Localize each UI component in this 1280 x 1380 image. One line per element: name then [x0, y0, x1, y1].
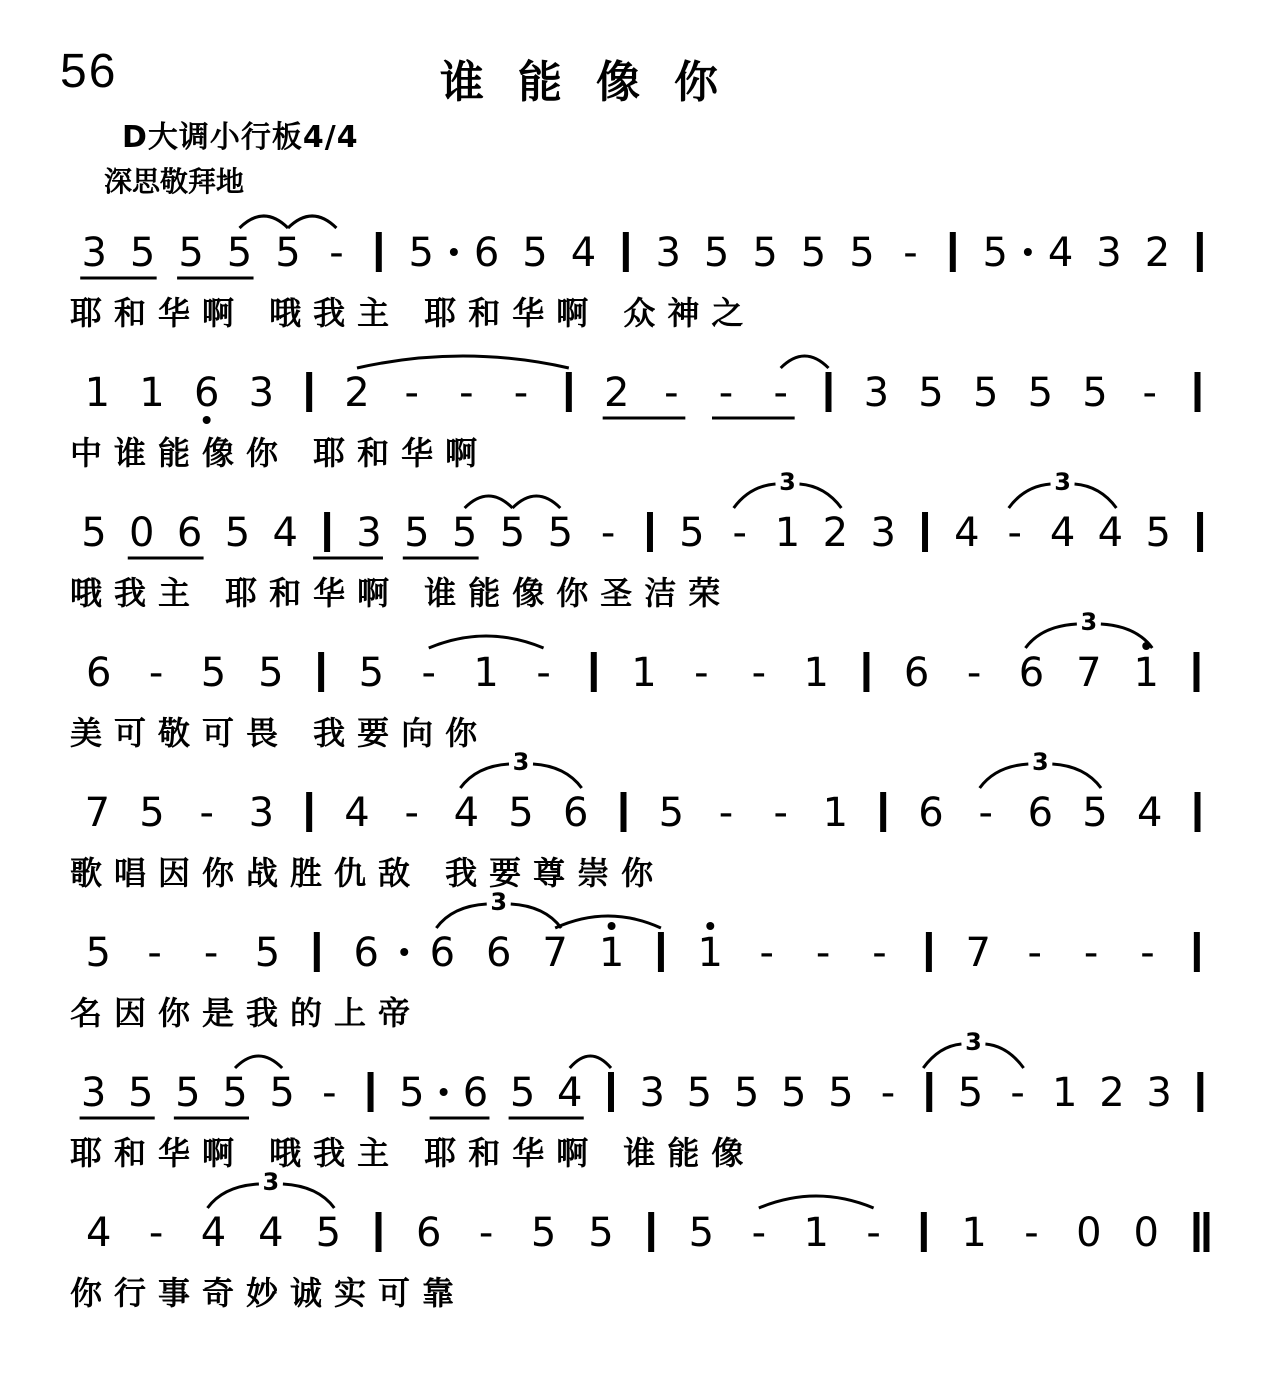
dash-hold: - [773, 790, 788, 836]
dash-hold: - [199, 790, 214, 836]
notes-staff [0, 212, 1280, 296]
note-digit: 3 [639, 1070, 665, 1116]
tie-slur [235, 1056, 282, 1068]
note-digit: 4 [258, 1210, 284, 1256]
note-digit: 1 [631, 650, 657, 696]
note-digit: 4 [1097, 510, 1124, 556]
note-digit: 5 [828, 1070, 854, 1116]
note-digit: 4 [453, 790, 480, 836]
dash-hold: - [404, 790, 419, 836]
note-digit: 5 [703, 230, 730, 276]
note-digit: 5 [522, 230, 548, 276]
notes-staff [0, 468, 1280, 576]
dash-hold: - [1140, 930, 1155, 976]
note-digit: 1 [803, 1210, 829, 1256]
dash-hold: - [759, 930, 774, 976]
note-digit: 1 [1133, 650, 1159, 696]
note-digit: 5 [254, 930, 281, 976]
note-digit: 1 [598, 930, 625, 976]
note-digit: 6 [416, 1210, 442, 1256]
note-digit: 1 [774, 510, 801, 556]
note-digit: 5 [399, 1070, 425, 1116]
dash-hold: - [1142, 370, 1157, 416]
triplet-number: 3 [1054, 468, 1071, 496]
lyrics-text: 中谁能像你 耶和华啊 [70, 434, 490, 472]
note-digit: 7 [1076, 650, 1102, 696]
note-digit: 5 [972, 370, 999, 416]
notes-staff [0, 1168, 1280, 1276]
dash-hold: - [751, 1210, 767, 1256]
note-digit: 4 [1136, 790, 1163, 836]
note-digit: 5 [499, 510, 526, 556]
note-digit: 4 [200, 1210, 227, 1256]
note-digit: 5 [849, 230, 875, 276]
note-digit: 5 [408, 230, 434, 276]
dash-hold: - [1083, 930, 1099, 976]
triplet-bracket [511, 904, 561, 928]
dash-hold: - [459, 370, 474, 416]
score-line [0, 1028, 1280, 1172]
score-line [0, 468, 1280, 612]
dash-hold: - [148, 1210, 164, 1256]
note-digit: 3 [356, 510, 382, 556]
note-digit: 5 [1082, 370, 1108, 416]
tie-slur [357, 356, 569, 368]
triplet-bracket [985, 1044, 1023, 1068]
note-digit: 5 [222, 1070, 248, 1116]
note-digit: 6 [353, 930, 379, 976]
tie-slur [759, 1196, 874, 1208]
lyrics-text: 美可敬可畏 我要向你 [70, 714, 490, 752]
dash-hold: - [872, 930, 887, 976]
dash-hold: - [329, 230, 344, 276]
dash-hold: - [322, 1070, 337, 1116]
note-digit: 5 [129, 230, 156, 276]
note-digit: 4 [954, 510, 980, 556]
lyrics-row [0, 428, 1280, 478]
note-digit: 6 [1018, 650, 1045, 696]
note-digit: 5 [686, 1070, 713, 1116]
note-digit: 5 [588, 1210, 614, 1256]
note-digit: 6 [473, 230, 500, 276]
dash-hold: - [513, 370, 529, 416]
triplet-number: 3 [779, 468, 796, 496]
note-digit: 5 [658, 790, 685, 836]
note-digit: 7 [542, 930, 568, 976]
triplet-number: 3 [490, 888, 508, 916]
note-digit: 0 [1076, 1210, 1102, 1256]
triplet-bracket [1009, 484, 1051, 508]
note-digit: 5 [81, 510, 107, 556]
lyrics-text: 歌唱因你战胜仇敌 我要尊崇你 [70, 854, 666, 892]
note-digit: 5 [226, 230, 253, 276]
dash-hold: - [203, 930, 219, 976]
page-number: 56 [60, 45, 118, 98]
dash-hold: - [536, 650, 551, 696]
note-digit: 3 [80, 1070, 107, 1116]
note-digit: 5 [139, 790, 165, 836]
note-digit: 5 [918, 370, 944, 416]
note-digit: 5 [404, 510, 430, 556]
lyrics-text: 你行事奇妙诚实可靠 [70, 1274, 467, 1312]
dash-hold: - [664, 370, 679, 416]
note-digit: 5 [315, 1210, 342, 1256]
dotted-note-mark [400, 948, 408, 956]
note-digit: 5 [224, 510, 251, 556]
note-digit: 1 [961, 1210, 987, 1256]
score-line [0, 608, 1280, 752]
triplet-bracket [923, 1044, 961, 1068]
dash-hold: - [880, 1070, 896, 1116]
triplet-bracket [533, 764, 582, 788]
triplet-number: 3 [1031, 748, 1049, 776]
note-digit: 4 [272, 510, 298, 556]
dotted-note-mark [450, 248, 458, 256]
dash-hold: - [718, 370, 734, 416]
note-digit: 5 [679, 510, 705, 556]
dash-hold: - [866, 1210, 881, 1256]
dotted-note-mark [1024, 248, 1032, 256]
note-digit: 5 [1027, 370, 1054, 416]
dash-hold: - [966, 650, 982, 696]
note-digit: 4 [85, 1210, 112, 1256]
note-digit: 4 [557, 1070, 583, 1116]
note-digit: 6 [918, 790, 944, 836]
note-digit: 3 [1096, 230, 1122, 276]
high-octave-dot [608, 922, 616, 930]
note-digit: 6 [176, 510, 203, 556]
tie-slur [429, 636, 544, 648]
notes-staff [0, 608, 1280, 716]
note-digit: 1 [84, 370, 111, 416]
tie-slur [288, 216, 336, 228]
tie-slur [570, 1056, 611, 1068]
score-line [0, 212, 1280, 332]
note-digit: 2 [1144, 230, 1171, 276]
triplet-bracket [980, 764, 1029, 788]
note-digit: 4 [1047, 230, 1074, 276]
dash-hold: - [1024, 1210, 1039, 1256]
note-digit: 1 [803, 650, 829, 696]
note-digit: 6 [429, 930, 456, 976]
note-digit: 4 [344, 790, 370, 836]
lyrics-row [0, 708, 1280, 758]
note-digit: 3 [248, 790, 275, 836]
score-line [0, 352, 1280, 472]
dash-hold: - [815, 930, 831, 976]
note-digit: 4 [570, 230, 597, 276]
note-digit: 1 [1052, 1070, 1078, 1116]
dash-hold: - [694, 650, 709, 696]
note-digit: 5 [688, 1210, 715, 1256]
lyrics-text: 耶和华啊 哦我主 耶和华啊 谁能像 [70, 1134, 756, 1172]
note-digit: 5 [1082, 790, 1108, 836]
dash-hold: - [1010, 1070, 1025, 1116]
high-octave-dot [706, 922, 714, 930]
note-digit: 5 [358, 650, 385, 696]
note-digit: 5 [982, 230, 1008, 276]
note-digit: 5 [509, 1070, 536, 1116]
note-digit: 5 [258, 650, 284, 696]
notes-staff [0, 352, 1280, 436]
triplet-bracket [734, 484, 776, 508]
note-digit: 2 [344, 370, 370, 416]
lyrics-text: 耶和华啊 哦我主 耶和华啊 众神之 [70, 294, 756, 332]
note-digit: 3 [1146, 1070, 1172, 1116]
expression-marking: 深思敬拜地 [104, 165, 245, 198]
lyrics-text: 名因你是我的上帝 [70, 994, 423, 1032]
note-digit: 0 [129, 510, 155, 556]
note-digit: 5 [200, 650, 227, 696]
note-digit: 5 [957, 1070, 984, 1116]
dash-hold: - [148, 650, 164, 696]
triplet-number: 3 [1080, 608, 1098, 636]
lyrics-row [0, 988, 1280, 1038]
note-digit: 5 [1145, 510, 1171, 556]
note-digit: 6 [562, 790, 589, 836]
dash-hold: - [478, 1210, 494, 1256]
lyrics-row [0, 1268, 1280, 1318]
note-digit: 1 [822, 790, 849, 836]
note-digit: 1 [139, 370, 165, 416]
dash-hold: - [1007, 510, 1022, 556]
dash-hold: - [718, 790, 734, 836]
note-digit: 3 [655, 230, 681, 276]
note-digit: 3 [248, 370, 275, 416]
triplet-bracket [436, 904, 486, 928]
note-digit: 3 [863, 370, 890, 416]
dash-hold: - [751, 650, 767, 696]
note-digit: 5 [269, 1070, 295, 1116]
note-digit: 1 [473, 650, 499, 696]
lyrics-row [0, 1128, 1280, 1178]
score-line [0, 748, 1280, 892]
triplet-bracket [1052, 764, 1101, 788]
tie-slur [240, 216, 288, 228]
triplet-bracket [283, 1184, 334, 1208]
note-digit: 5 [547, 510, 574, 556]
note-digit: 5 [127, 1070, 154, 1116]
triplet-bracket [800, 484, 842, 508]
note-digit: 5 [178, 230, 204, 276]
note-digit: 1 [697, 930, 724, 976]
high-octave-dot [1142, 642, 1150, 650]
note-digit: 5 [175, 1070, 201, 1116]
note-digit: 6 [462, 1070, 489, 1116]
note-digit: 5 [275, 230, 301, 276]
dash-hold: - [773, 370, 788, 416]
lyrics-row [0, 848, 1280, 898]
triplet-bracket [1075, 484, 1117, 508]
song-title: 谁能像你 [440, 57, 752, 108]
dash-hold: - [732, 510, 747, 556]
note-digit: 5 [752, 230, 778, 276]
tie-slur [465, 496, 513, 508]
dash-hold: - [903, 230, 918, 276]
lyrics-row [0, 288, 1280, 338]
triplet-number: 3 [512, 748, 530, 776]
note-digit: 2 [822, 510, 849, 556]
score-line [0, 888, 1280, 1032]
dash-hold: - [404, 370, 419, 416]
note-digit: 5 [508, 790, 534, 836]
low-octave-dot [203, 416, 211, 424]
tie-slur [512, 496, 560, 508]
dash-hold: - [1027, 930, 1042, 976]
notes-staff [0, 748, 1280, 856]
note-digit: 5 [780, 1070, 807, 1116]
notes-staff [0, 1028, 1280, 1136]
note-digit: 3 [81, 230, 107, 276]
triplet-number: 3 [965, 1028, 982, 1056]
triplet-bracket [208, 1184, 259, 1208]
note-digit: 0 [1133, 1210, 1159, 1256]
note-digit: 6 [486, 930, 512, 976]
dash-hold: - [147, 930, 162, 976]
triplet-number: 3 [262, 1168, 280, 1196]
dash-hold: - [421, 650, 436, 696]
triplet-bracket [460, 764, 509, 788]
score-line [0, 1168, 1280, 1312]
note-digit: 6 [903, 650, 930, 696]
notes-staff [0, 888, 1280, 996]
dotted-note-mark [440, 1088, 448, 1096]
note-digit: 6 [193, 370, 220, 416]
note-digit: 5 [800, 230, 827, 276]
note-digit: 5 [451, 510, 478, 556]
note-digit: 5 [733, 1070, 760, 1116]
triplet-bracket [1025, 624, 1076, 648]
note-digit: 6 [85, 650, 112, 696]
note-digit: 2 [603, 370, 630, 416]
key-tempo-marking: D大调小行板4/4 [122, 120, 359, 155]
note-digit: 7 [965, 930, 991, 976]
dash-hold: - [978, 790, 993, 836]
note-digit: 2 [1099, 1070, 1125, 1116]
note-digit: 7 [84, 790, 111, 836]
note-digit: 4 [1049, 510, 1076, 556]
note-digit: 6 [1027, 790, 1054, 836]
lyrics-text: 哦我主 耶和华啊 谁能像你圣洁荣 [70, 574, 733, 612]
note-digit: 5 [530, 1210, 557, 1256]
note-digit: 3 [870, 510, 896, 556]
dash-hold: - [600, 510, 616, 556]
note-digit: 5 [85, 930, 111, 976]
tie-slur [781, 356, 829, 368]
